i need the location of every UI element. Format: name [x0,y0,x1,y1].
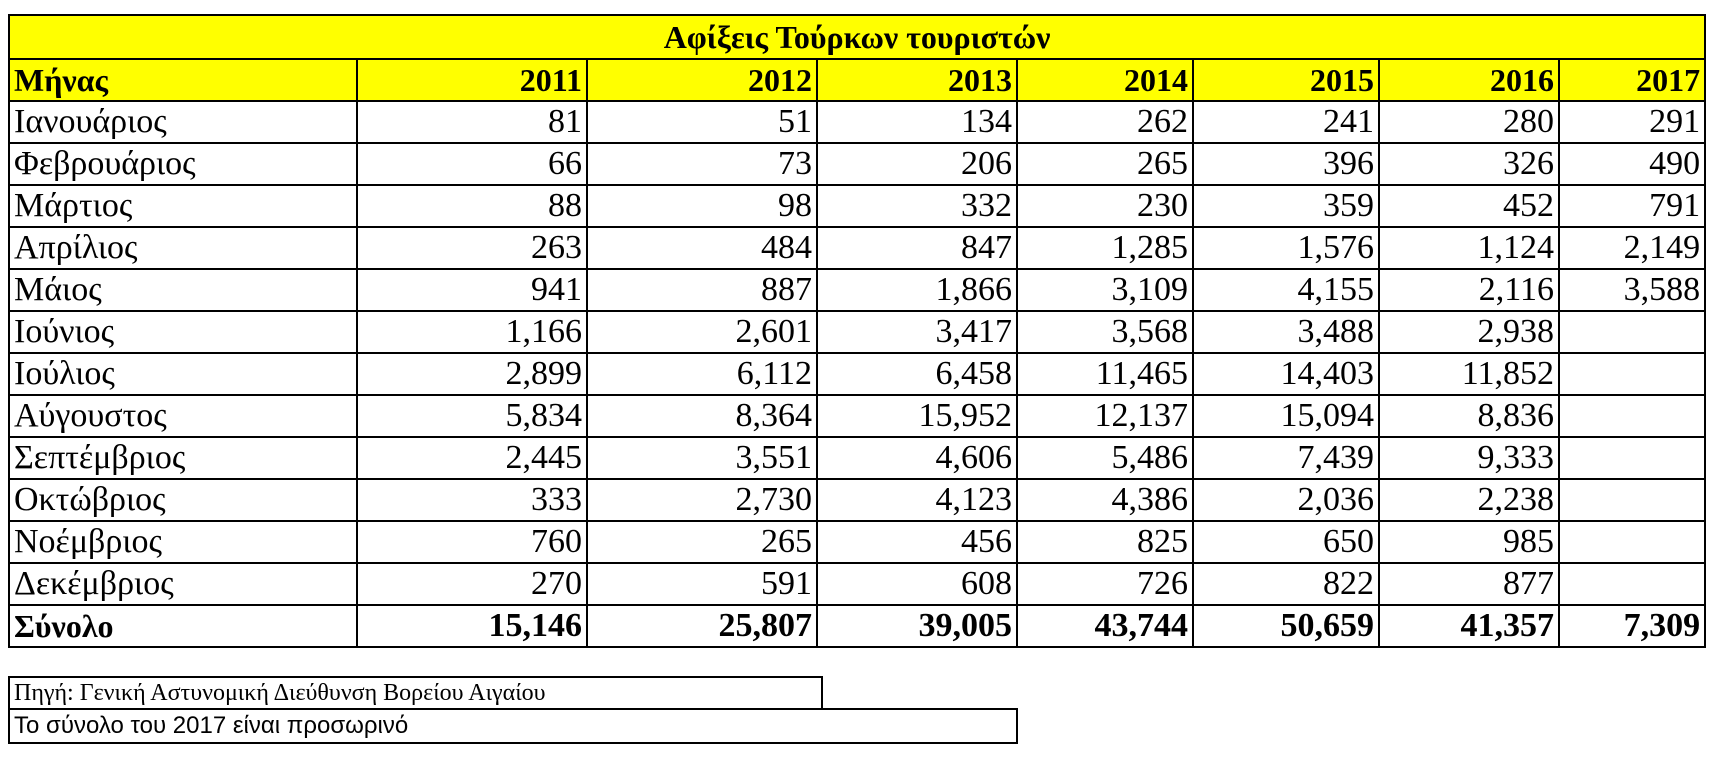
header-month: Μήνας [9,59,357,101]
total-cell: 43,744 [1017,605,1193,647]
table-row [9,479,1705,521]
header-row [9,59,1705,101]
value-cell: 2,445 [357,437,587,479]
header-year-2017: 2017 [1559,59,1705,101]
value-cell: 484 [587,227,817,269]
value-cell: 3,588 [1559,269,1705,311]
table-row [9,521,1705,563]
table-title: Αφίξεις Τούρκων τουριστών [9,15,1705,59]
table-row [9,563,1705,605]
value-cell: 6,112 [587,353,817,395]
table-row [9,437,1705,479]
header-year-2016: 2016 [1379,59,1559,101]
value-cell: 14,403 [1193,353,1379,395]
month-cell: Απρίλιος [9,227,357,269]
value-cell: 11,465 [1017,353,1193,395]
total-cell: 7,309 [1559,605,1705,647]
month-cell: Οκτώβριος [9,479,357,521]
provisional-note: Το σύνολο του 2017 είναι προσωρινό [8,708,1018,744]
value-cell: 5,486 [1017,437,1193,479]
value-cell: 263 [357,227,587,269]
value-cell: 4,123 [817,479,1017,521]
month-cell: Ιανουάριος [9,101,357,143]
header-year-2014: 2014 [1017,59,1193,101]
value-cell: 3,417 [817,311,1017,353]
value-cell: 760 [357,521,587,563]
value-cell: 51 [587,101,817,143]
value-cell: 265 [587,521,817,563]
value-cell [1559,395,1705,437]
value-cell [1559,311,1705,353]
value-cell: 81 [357,101,587,143]
value-cell: 98 [587,185,817,227]
value-cell: 985 [1379,521,1559,563]
value-cell [1559,521,1705,563]
value-cell: 6,458 [817,353,1017,395]
table-body [9,101,1705,605]
value-cell: 230 [1017,185,1193,227]
value-cell: 333 [357,479,587,521]
value-cell: 12,137 [1017,395,1193,437]
value-cell: 9,333 [1379,437,1559,479]
value-cell [1559,353,1705,395]
value-cell: 4,606 [817,437,1017,479]
value-cell: 11,852 [1379,353,1559,395]
value-cell: 825 [1017,521,1193,563]
value-cell: 15,094 [1193,395,1379,437]
value-cell: 88 [357,185,587,227]
value-cell: 5,834 [357,395,587,437]
value-cell: 591 [587,563,817,605]
value-cell: 877 [1379,563,1559,605]
total-cell: 50,659 [1193,605,1379,647]
table-row [9,143,1705,185]
value-cell: 8,364 [587,395,817,437]
value-cell: 270 [357,563,587,605]
value-cell: 1,166 [357,311,587,353]
value-cell: 4,155 [1193,269,1379,311]
month-cell: Φεβρουάριος [9,143,357,185]
month-cell: Μάρτιος [9,185,357,227]
header-year-2015: 2015 [1193,59,1379,101]
table-row [9,101,1705,143]
month-cell: Ιούλιος [9,353,357,395]
value-cell [1559,437,1705,479]
month-cell: Δεκέμβριος [9,563,357,605]
value-cell: 791 [1559,185,1705,227]
value-cell: 3,568 [1017,311,1193,353]
value-cell: 359 [1193,185,1379,227]
header-year-2012: 2012 [587,59,817,101]
month-cell: Σεπτέμβριος [9,437,357,479]
totals-row [9,605,1705,647]
source-note: Πηγή: Γενική Αστυνομική Διεύθυνση Βορείου Αιγαίου [8,676,823,710]
table-row [9,395,1705,437]
header-year-2013: 2013 [817,59,1017,101]
totals-label: Σύνολο [9,605,357,647]
value-cell: 66 [357,143,587,185]
month-cell: Ιούνιος [9,311,357,353]
value-cell: 332 [817,185,1017,227]
total-cell: 25,807 [587,605,817,647]
table-row [9,227,1705,269]
month-cell: Μάιος [9,269,357,311]
value-cell [1559,479,1705,521]
value-cell: 490 [1559,143,1705,185]
value-cell: 452 [1379,185,1559,227]
arrivals-table [8,14,1706,648]
value-cell: 396 [1193,143,1379,185]
value-cell: 2,601 [587,311,817,353]
value-cell: 2,116 [1379,269,1559,311]
value-cell: 2,036 [1193,479,1379,521]
value-cell: 1,124 [1379,227,1559,269]
value-cell: 3,488 [1193,311,1379,353]
value-cell: 206 [817,143,1017,185]
value-cell: 650 [1193,521,1379,563]
total-cell: 39,005 [817,605,1017,647]
value-cell: 941 [357,269,587,311]
value-cell: 134 [817,101,1017,143]
value-cell: 73 [587,143,817,185]
value-cell: 262 [1017,101,1193,143]
value-cell: 456 [817,521,1017,563]
table-row [9,185,1705,227]
value-cell: 2,899 [357,353,587,395]
value-cell: 2,149 [1559,227,1705,269]
value-cell: 847 [817,227,1017,269]
value-cell: 1,576 [1193,227,1379,269]
value-cell: 265 [1017,143,1193,185]
spreadsheet [8,14,1704,648]
value-cell: 3,551 [587,437,817,479]
value-cell [1559,563,1705,605]
value-cell: 15,952 [817,395,1017,437]
header-year-2011: 2011 [357,59,587,101]
value-cell: 3,109 [1017,269,1193,311]
value-cell: 608 [817,563,1017,605]
total-cell: 15,146 [357,605,587,647]
value-cell: 2,238 [1379,479,1559,521]
table-row [9,353,1705,395]
value-cell: 887 [587,269,817,311]
value-cell: 2,938 [1379,311,1559,353]
value-cell: 8,836 [1379,395,1559,437]
value-cell: 4,386 [1017,479,1193,521]
value-cell: 822 [1193,563,1379,605]
value-cell: 1,285 [1017,227,1193,269]
month-cell: Αύγουστος [9,395,357,437]
table-row [9,269,1705,311]
value-cell: 1,866 [817,269,1017,311]
value-cell: 241 [1193,101,1379,143]
value-cell: 726 [1017,563,1193,605]
value-cell: 291 [1559,101,1705,143]
total-cell: 41,357 [1379,605,1559,647]
value-cell: 2,730 [587,479,817,521]
table-row [9,311,1705,353]
month-cell: Νοέμβριος [9,521,357,563]
value-cell: 326 [1379,143,1559,185]
value-cell: 280 [1379,101,1559,143]
value-cell: 7,439 [1193,437,1379,479]
